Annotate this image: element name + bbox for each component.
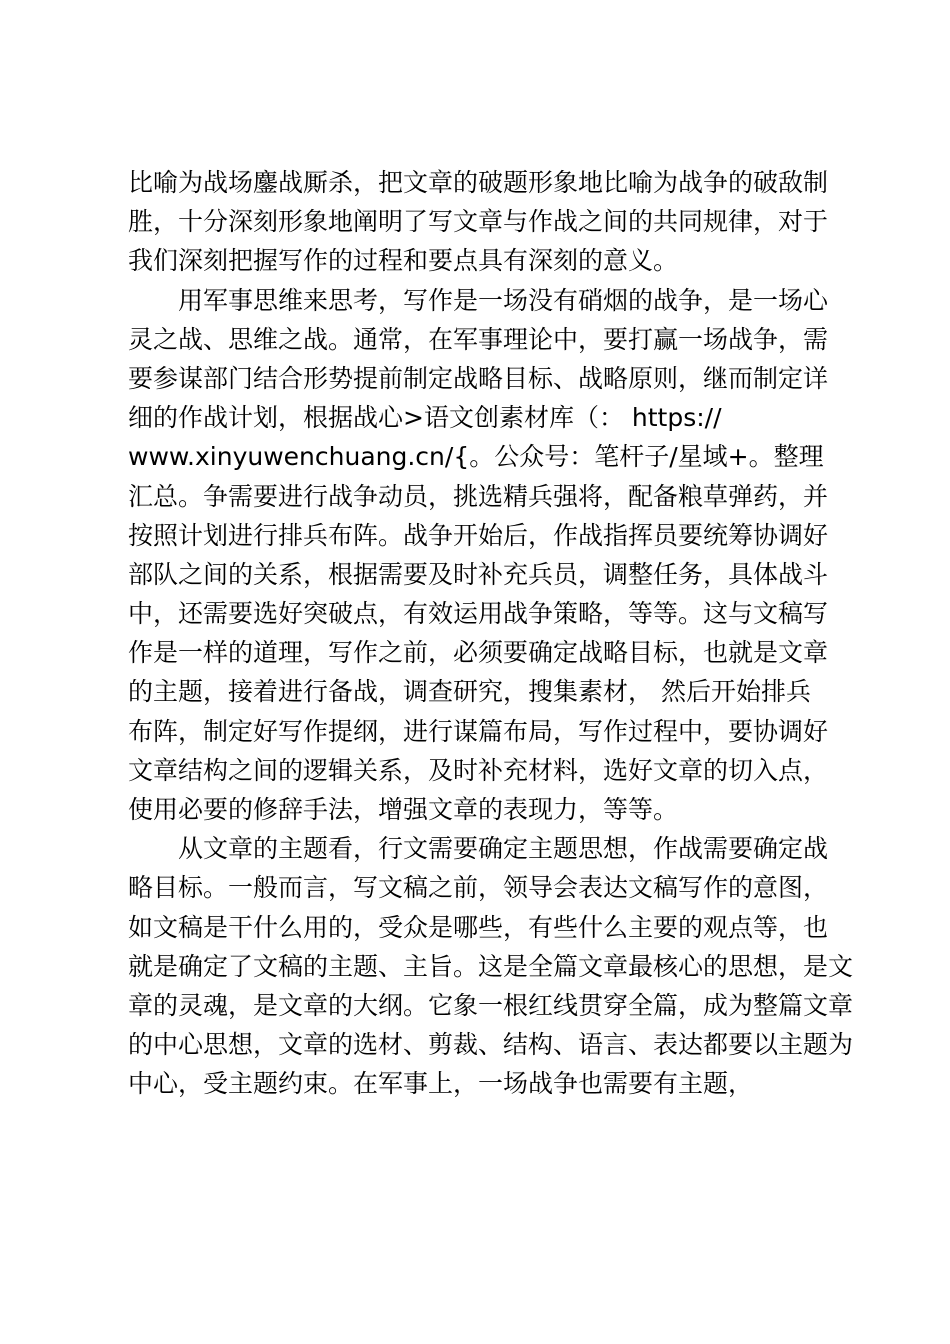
paragraph-2 xyxy=(128,281,848,830)
text-line: www.xinyuwenchuang.cn/{。公众号：笔杆子/星域+。整理 xyxy=(128,442,824,472)
text-line: 章的灵魂，是文章的大纲。它象一根红线贯穿全篇，成为整篇文章 xyxy=(128,990,854,1020)
text-line: 中，还需要选好突破点，有效运用战争策略，等等。这与文稿写 xyxy=(128,599,829,629)
text-line: 比喻为战场鏖战厮杀，把文章的破题形象地比喻为战争的破敌制 xyxy=(128,168,829,197)
text-line: 如文稿是干什么用的，受众是哪些，有些什么主要的观点等，也 xyxy=(128,912,829,942)
text-line: 略目标。一般而言，写文稿之前，领导会表达文稿写作的意图， xyxy=(128,873,829,903)
text-line: 就是确定了文稿的主题、主旨。这是全篇文章最核心的思想，是文 xyxy=(128,951,854,981)
text-line: 细的作战计划，根据战心>语文创素材库（： https:// xyxy=(128,403,722,433)
text-line: 文章结构之间的逻辑关系，及时补充材料，选好文章的切入点， xyxy=(128,755,829,785)
text-line: 作是一样的道理，写作之前，必须要确定战略目标，也就是文章 xyxy=(128,638,829,668)
text-line: 使用必要的修辞手法，增强文章的表现力，等等。 xyxy=(128,795,679,824)
text-line: 灵之战、思维之战。通常，在军事理论中，要打赢一场战争，需 xyxy=(128,324,829,354)
text-line: 中心，受主题约束。在军事上，一场战争也需要有主题， xyxy=(128,1069,754,1099)
paragraph-3 xyxy=(128,829,854,1103)
text-line: 我们深刻把握写作的过程和要点具有深刻的意义。 xyxy=(128,246,679,276)
text-line: 汇总。争需要进行战争动员，挑选精兵强将，配备粮草弹药，并 xyxy=(128,481,829,511)
text-line: 按照计划进行排兵布阵。战争开始后，作战指挥员要统筹协调好 xyxy=(128,520,829,550)
text-line: 部队之间的关系，根据需要及时补充兵员，调整任务，具体战斗 xyxy=(128,559,829,589)
text-line: 从文章的主题看，行文需要确定主题思想，作战需要确定战 xyxy=(178,834,829,864)
text-line: 要参谋部门结合形势提前制定战略目标、战略原则，继而制定详 xyxy=(128,363,829,393)
text-line: 胜，十分深刻形象地阐明了写文章与作战之间的共同规律，对于 xyxy=(128,207,829,237)
text-line: 的主题，接着进行备战，调查研究，搜集素材， 然后开始排兵 xyxy=(128,677,811,707)
paragraph-1 xyxy=(128,163,848,281)
text-line: 用军事思维来思考，写作是一场没有硝烟的战争，是一场心 xyxy=(178,285,829,315)
body-text xyxy=(128,163,854,1104)
text-line: 布阵，制定好写作提纲，进行谋篇布局，写作过程中，要协调好 xyxy=(128,716,829,746)
text-line: 的中心思想，文章的选材、剪裁、结构、语言、表达都要以主题为 xyxy=(128,1030,854,1060)
